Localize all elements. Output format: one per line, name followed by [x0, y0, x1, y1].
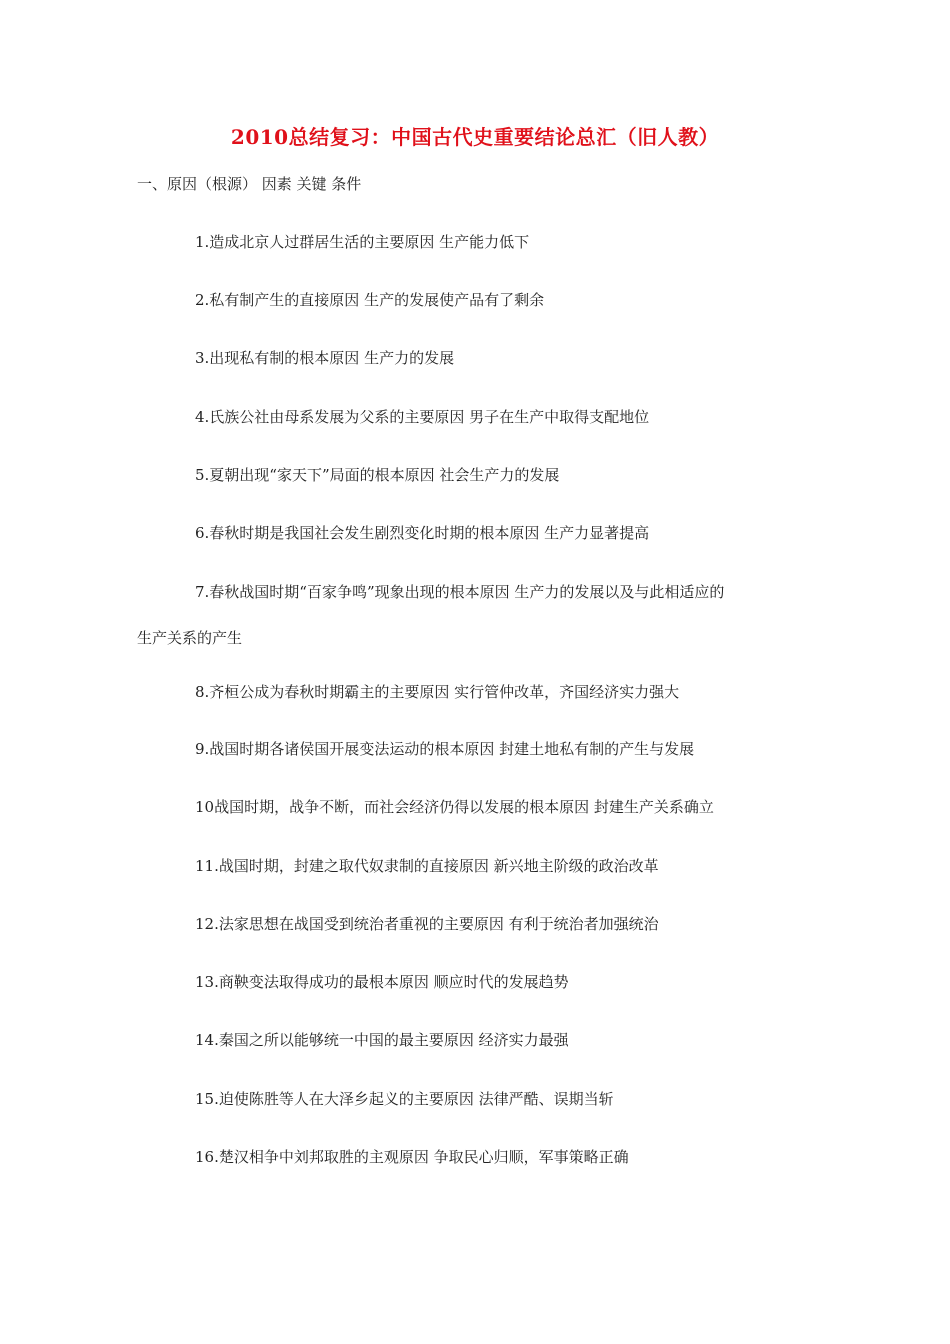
- list-item-text: 9.战国时期各诸侯国开展变法运动的根本原因 封建土地私有制的产生与发展: [195, 740, 695, 758]
- list-item-text: 2.私有制产生的直接原因 生产的发展使产品有了剩余: [195, 291, 545, 309]
- list-item: [137, 970, 817, 994]
- list-item: [137, 737, 817, 761]
- list-item-text: 11.战国时期，封建之取代奴隶制的直接原因 新兴地主阶级的政治改革: [195, 857, 659, 875]
- list-item-text: 7.春秋战国时期“百家争鸣”现象出现的根本原因 生产力的发展以及与此相适应的: [195, 583, 725, 601]
- list-item-text: 6.春秋时期是我国社会发生剧烈变化时期的根本原因 生产力显著提高: [195, 524, 650, 542]
- list-item-text: 16.楚汉相争中刘邦取胜的主观原因 争取民心归顺，军事策略正确: [195, 1148, 629, 1166]
- list-item: [137, 463, 817, 487]
- list-item-text: 15.迫使陈胜等人在大泽乡起义的主要原因 法律严酷、误期当斩: [195, 1090, 614, 1108]
- list-item: [137, 912, 817, 936]
- list-item: [137, 795, 817, 819]
- list-item: [137, 346, 817, 370]
- document-title: 2010总结复习：中国古代史重要结论总汇（旧人教）: [230, 125, 720, 149]
- list-item: [137, 580, 817, 650]
- list-item-continuation: 生产关系的产生: [137, 629, 243, 647]
- list-item-text: 1.造成北京人过群居生活的主要原因 生产能力低下: [195, 233, 530, 251]
- list-item: [137, 1087, 817, 1111]
- list-item: [137, 1145, 817, 1169]
- section-heading: 一、原因（根源） 因素 关键 条件: [137, 175, 362, 193]
- list-item-text: 4.氏族公社由母系发展为父系的主要原因 男子在生产中取得支配地位: [195, 408, 650, 426]
- list-item-text: 8.齐桓公成为春秋时期霸主的主要原因 实行管仲改革，齐国经济实力强大: [195, 683, 680, 701]
- list-item: [137, 288, 817, 312]
- list-item: [137, 521, 817, 545]
- list-item-text: 3.出现私有制的根本原因 生产力的发展: [195, 349, 455, 367]
- list-item-text: 14.秦国之所以能够统一中国的最主要原因 经济实力最强: [195, 1031, 569, 1049]
- list-item: [137, 230, 817, 254]
- list-item-text: 5.夏朝出现“家天下”局面的根本原因 社会生产力的发展: [195, 466, 560, 484]
- list-item-text: 13.商鞅变法取得成功的最根本原因 顺应时代的发展趋势: [195, 973, 569, 991]
- list-item: [137, 405, 817, 429]
- list-item: [137, 680, 817, 704]
- list-item: [137, 1028, 817, 1052]
- list-item-text: 12.法家思想在战国受到统治者重视的主要原因 有利于统治者加强统治: [195, 915, 659, 933]
- list-item-text: 10战国时期，战争不断，而社会经济仍得以发展的根本原因 封建生产关系确立: [195, 798, 714, 816]
- list-item: [137, 854, 817, 878]
